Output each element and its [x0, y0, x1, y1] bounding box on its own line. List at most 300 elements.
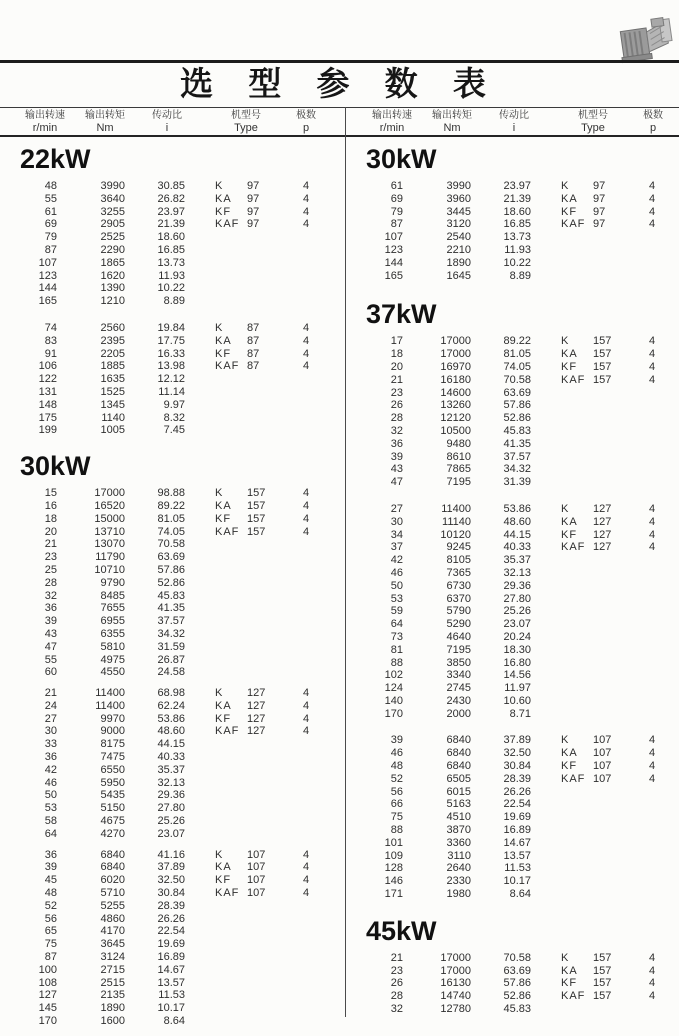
- torque-cell: 6840: [100, 848, 125, 861]
- table-row: [0, 538, 345, 551]
- type-size-cell: 157: [247, 499, 266, 512]
- type-size-cell: [593, 463, 621, 476]
- poles-cell: 4: [649, 360, 656, 373]
- torque-cell: 5255: [100, 899, 125, 912]
- ratio-cell: 32.50: [503, 747, 531, 760]
- poles-cell: [621, 875, 666, 888]
- torque-cell: 7655: [100, 602, 125, 615]
- spacer-cell: [531, 786, 561, 799]
- type-name-cell: [561, 270, 593, 283]
- table-row: [346, 747, 679, 760]
- torque-cell: 5163: [446, 798, 471, 811]
- spacer-cell: [185, 964, 215, 977]
- table-row: [346, 218, 679, 231]
- table-row: [346, 348, 679, 361]
- spacer-cell: [531, 593, 561, 606]
- speed-cell: 73: [390, 630, 403, 643]
- type-name-cell: K: [215, 848, 224, 861]
- type-name-cell: [561, 580, 593, 593]
- header-poles: 极数 p: [296, 110, 316, 134]
- torque-cell: 3990: [100, 180, 125, 192]
- ratio-cell: 28.39: [503, 772, 531, 785]
- poles-cell: [621, 425, 666, 438]
- type-size-cell: [247, 951, 275, 964]
- poles-cell: [621, 786, 666, 799]
- speed-cell: 28: [44, 576, 57, 589]
- speed-cell: 48: [44, 887, 57, 900]
- spacer-cell: [531, 811, 561, 824]
- ratio-block: [0, 487, 345, 679]
- table-row: [346, 516, 679, 529]
- table-row: [0, 815, 345, 828]
- torque-cell: 6840: [100, 861, 125, 874]
- poles-cell: [621, 593, 666, 606]
- type-name-cell: K: [561, 502, 570, 515]
- type-name-cell: K: [561, 180, 570, 192]
- type-name-cell: [215, 231, 247, 244]
- poles-cell: [621, 387, 666, 400]
- type-size-cell: [593, 618, 621, 631]
- type-name-cell: [215, 977, 247, 990]
- torque-cell: 16520: [94, 499, 125, 512]
- poles-cell: 4: [303, 874, 310, 887]
- torque-cell: 3850: [446, 656, 471, 669]
- spacer-cell: [185, 874, 215, 887]
- table-row: [346, 567, 679, 580]
- table-row: [0, 951, 345, 964]
- torque-cell: 14600: [440, 386, 471, 399]
- type-name-cell: [215, 815, 247, 828]
- type-size-cell: [247, 424, 275, 437]
- table-row: [0, 977, 345, 990]
- type-name-cell: [215, 900, 247, 913]
- ratio-cell: 10.17: [157, 1002, 185, 1015]
- speed-cell: 50: [44, 789, 57, 802]
- table-row: [346, 618, 679, 631]
- table-row: [0, 526, 345, 539]
- ratio-cell: 8.89: [509, 269, 531, 282]
- spacer-cell: [185, 386, 215, 399]
- poles-cell: [621, 463, 666, 476]
- table-row: [346, 476, 679, 489]
- spacer-cell: [531, 875, 561, 888]
- header-output-speed: 输出转速 r/min: [25, 110, 65, 134]
- type-name-cell: KA: [215, 192, 232, 205]
- table-row: [0, 802, 345, 815]
- spacer-cell: [531, 399, 561, 412]
- spacer-cell: [185, 849, 215, 862]
- spacer-cell: [185, 641, 215, 654]
- ratio-cell: 11.53: [504, 862, 531, 875]
- torque-cell: 11400: [441, 502, 471, 515]
- torque-cell: 1890: [446, 256, 471, 269]
- torque-cell: 2515: [100, 976, 125, 989]
- ratio-cell: 48.60: [503, 515, 531, 528]
- type-size-cell: 107: [593, 760, 612, 773]
- table-row: [346, 824, 679, 837]
- table-row: [346, 412, 679, 425]
- ratio-cell: 16.85: [503, 218, 531, 231]
- table-row: [0, 231, 345, 244]
- table-row: [0, 913, 345, 926]
- torque-cell: 11400: [95, 687, 125, 700]
- spacer-cell: [531, 451, 561, 464]
- type-size-cell: [247, 1002, 275, 1015]
- power-section: [346, 916, 679, 1016]
- table-row: [346, 786, 679, 799]
- speed-cell: 30: [44, 725, 57, 738]
- spacer-cell: [185, 654, 215, 667]
- spacer-cell: [531, 850, 561, 863]
- torque-cell: 1620: [100, 269, 125, 282]
- poles-cell: 4: [649, 964, 656, 977]
- type-size-cell: [593, 605, 621, 618]
- type-name-cell: KF: [215, 205, 232, 218]
- speed-cell: 81: [390, 643, 403, 656]
- speed-cell: 23: [390, 964, 403, 977]
- torque-cell: 1865: [100, 256, 125, 269]
- speed-cell: 26: [390, 399, 403, 412]
- spacer-cell: [185, 218, 215, 231]
- type-size-cell: 97: [247, 180, 260, 192]
- section-power-label: 30kW: [20, 451, 91, 482]
- table-row: [346, 605, 679, 618]
- type-size-cell: 97: [593, 218, 606, 231]
- table-row: [0, 270, 345, 283]
- spacer-cell: [531, 977, 561, 990]
- poles-cell: [275, 751, 320, 764]
- section-power-label: 37kW: [366, 299, 437, 330]
- ratio-cell: 62.24: [157, 699, 185, 712]
- torque-cell: 2540: [446, 231, 471, 244]
- type-name-cell: [561, 618, 593, 631]
- torque-cell: 7865: [446, 463, 471, 476]
- type-size-cell: [593, 412, 621, 425]
- type-size-cell: [247, 964, 275, 977]
- type-name-cell: [561, 387, 593, 400]
- speed-cell: 53: [390, 592, 403, 605]
- table-row: [0, 295, 345, 308]
- type-name-cell: [215, 270, 247, 283]
- table-row: [346, 257, 679, 270]
- type-size-cell: [593, 438, 621, 451]
- spacer-cell: [185, 231, 215, 244]
- speed-cell: 87: [44, 951, 57, 964]
- ratio-cell: 52.86: [157, 576, 185, 589]
- table-row: [0, 641, 345, 654]
- ratio-cell: 23.07: [157, 827, 185, 840]
- ratio-cell: 11.93: [158, 269, 185, 282]
- type-name-cell: [215, 989, 247, 1002]
- table-row: [346, 760, 679, 773]
- torque-cell: 5950: [100, 776, 125, 789]
- torque-cell: 10120: [440, 528, 471, 541]
- speed-cell: 42: [390, 554, 403, 567]
- type-name-cell: [561, 837, 593, 850]
- type-size-cell: 97: [247, 218, 260, 231]
- spacer-cell: [531, 682, 561, 695]
- speed-cell: 127: [38, 989, 57, 1002]
- table-row: [346, 669, 679, 682]
- spacer-cell: [531, 734, 561, 747]
- poles-cell: [275, 628, 320, 641]
- speed-cell: 79: [390, 205, 403, 218]
- spacer-cell: [531, 773, 561, 786]
- torque-cell: 3870: [446, 824, 471, 837]
- table-row: [346, 708, 679, 721]
- poles-cell: [621, 618, 666, 631]
- ratio-cell: 63.69: [157, 551, 185, 564]
- spacer-cell: [185, 193, 215, 206]
- type-name-cell: KAF: [561, 772, 586, 785]
- ratio-block: [346, 952, 679, 1016]
- spacer-cell: [531, 1003, 561, 1016]
- table-row: [346, 1003, 679, 1016]
- spacer-cell: [185, 764, 215, 777]
- table-row: [346, 952, 679, 965]
- spacer-cell: [531, 231, 561, 244]
- spacer-cell: [185, 590, 215, 603]
- speed-cell: 39: [44, 861, 57, 874]
- torque-cell: 5435: [100, 789, 125, 802]
- type-name-cell: [215, 789, 247, 802]
- table-row: [0, 602, 345, 615]
- speed-cell: 88: [390, 656, 403, 669]
- ratio-cell: 44.15: [157, 738, 185, 751]
- type-name-cell: [215, 764, 247, 777]
- poles-cell: [621, 1003, 666, 1016]
- poles-cell: 4: [303, 861, 310, 874]
- spacer-cell: [531, 244, 561, 257]
- ratio-cell: 48.60: [157, 725, 185, 738]
- table-row: [0, 193, 345, 206]
- type-name-cell: [561, 567, 593, 580]
- table-row: [0, 218, 345, 231]
- speed-cell: 27: [390, 502, 403, 515]
- torque-cell: 3120: [446, 218, 471, 231]
- type-name-cell: KAF: [215, 525, 240, 538]
- ratio-cell: 52.86: [503, 990, 531, 1003]
- table-row: [346, 875, 679, 888]
- table-row: [0, 925, 345, 938]
- ratio-cell: 30.84: [503, 760, 531, 773]
- speed-cell: 15: [44, 487, 57, 500]
- torque-cell: 7365: [446, 566, 471, 579]
- spacer-cell: [185, 725, 215, 738]
- table-row: [346, 438, 679, 451]
- type-size-cell: 157: [593, 977, 612, 990]
- speed-cell: 88: [390, 824, 403, 837]
- type-name-cell: KAF: [561, 541, 586, 554]
- poles-cell: [275, 641, 320, 654]
- type-size-cell: [247, 615, 275, 628]
- poles-cell: [621, 270, 666, 283]
- poles-cell: 4: [649, 760, 656, 773]
- ratio-cell: 13.57: [157, 976, 185, 989]
- table-row: [0, 500, 345, 513]
- ratio-cell: 26.26: [503, 785, 531, 798]
- title-underline: [0, 107, 679, 108]
- torque-cell: 7195: [446, 476, 471, 489]
- type-name-cell: [215, 738, 247, 751]
- spacer-cell: [185, 424, 215, 437]
- table-row: [346, 270, 679, 283]
- speed-cell: 34: [390, 528, 403, 541]
- table-row: [0, 180, 345, 193]
- type-size-cell: [593, 476, 621, 489]
- speed-cell: 18: [44, 512, 57, 525]
- ratio-cell: 12.12: [157, 373, 185, 386]
- type-size-cell: [593, 567, 621, 580]
- torque-cell: 1210: [100, 295, 125, 308]
- table-row: [0, 900, 345, 913]
- ratio-cell: 27.80: [503, 592, 531, 605]
- table-row: [0, 789, 345, 802]
- poles-cell: [621, 451, 666, 464]
- torque-cell: 9970: [100, 712, 125, 725]
- type-size-cell: [247, 764, 275, 777]
- type-name-cell: [561, 463, 593, 476]
- type-size-cell: 87: [247, 321, 260, 334]
- poles-cell: [621, 669, 666, 682]
- table-row: [346, 580, 679, 593]
- torque-cell: 6840: [446, 760, 471, 773]
- section-power-label: 22kW: [20, 144, 91, 174]
- table-row: [346, 811, 679, 824]
- ratio-cell: 25.26: [157, 815, 185, 828]
- spacer-cell: [185, 828, 215, 841]
- spacer-cell: [185, 700, 215, 713]
- poles-cell: [621, 631, 666, 644]
- table-row: [346, 837, 679, 850]
- ratio-cell: 74.05: [503, 360, 531, 373]
- power-section: [0, 451, 345, 1028]
- ratio-cell: 17.75: [157, 334, 185, 347]
- speed-cell: 148: [38, 398, 57, 411]
- spacer-cell: [531, 206, 561, 219]
- ratio-cell: 16.89: [503, 824, 531, 837]
- type-name-cell: KF: [561, 360, 578, 373]
- speed-cell: 47: [390, 476, 403, 489]
- poles-cell: [621, 798, 666, 811]
- type-name-cell: [561, 605, 593, 618]
- spacer-cell: [531, 529, 561, 542]
- table-row: [346, 773, 679, 786]
- type-name-cell: [561, 824, 593, 837]
- spacer-cell: [185, 687, 215, 700]
- spacer-cell: [531, 257, 561, 270]
- speed-cell: 21: [44, 687, 57, 700]
- poles-cell: 4: [649, 192, 656, 205]
- table-row: [0, 1002, 345, 1015]
- type-size-cell: 157: [247, 487, 266, 500]
- ratio-cell: 30.84: [157, 887, 185, 900]
- speed-cell: 46: [390, 747, 403, 760]
- ratio-block: [346, 734, 679, 900]
- torque-cell: 6730: [446, 579, 471, 592]
- ratio-cell: 10.22: [503, 256, 531, 269]
- type-size-cell: [593, 708, 621, 721]
- speed-cell: 59: [390, 605, 403, 618]
- type-size-cell: 157: [247, 525, 266, 538]
- type-size-cell: 157: [593, 373, 612, 386]
- ratio-cell: 8.89: [163, 295, 185, 308]
- type-size-cell: [593, 257, 621, 270]
- ratio-cell: 70.58: [157, 538, 185, 551]
- type-name-cell: [561, 438, 593, 451]
- poles-cell: 4: [649, 205, 656, 218]
- ratio-cell: 37.57: [503, 450, 531, 463]
- ratio-cell: 23.97: [503, 180, 531, 192]
- torque-cell: 16970: [440, 360, 471, 373]
- ratio-cell: 21.39: [503, 192, 531, 205]
- torque-cell: 2330: [446, 875, 471, 888]
- torque-cell: 1600: [100, 1015, 125, 1028]
- type-name-cell: KF: [215, 512, 232, 525]
- ratio-cell: 14.67: [503, 836, 531, 849]
- ratio-cell: 11.93: [504, 243, 531, 256]
- spacer-cell: [531, 798, 561, 811]
- speed-cell: 45: [44, 874, 57, 887]
- poles-cell: 4: [649, 502, 656, 515]
- torque-cell: 17000: [440, 348, 471, 361]
- table-row: [0, 577, 345, 590]
- poles-cell: [275, 282, 320, 295]
- type-size-cell: 107: [247, 861, 266, 874]
- torque-cell: 4640: [446, 630, 471, 643]
- type-size-cell: [247, 538, 275, 551]
- poles-cell: 4: [303, 699, 310, 712]
- ratio-cell: 68.98: [157, 687, 185, 700]
- torque-cell: 1390: [100, 282, 125, 295]
- poles-cell: [621, 708, 666, 721]
- spacer-cell: [185, 295, 215, 308]
- ratio-cell: 63.69: [503, 964, 531, 977]
- speed-cell: 39: [390, 734, 403, 747]
- type-name-cell: [215, 964, 247, 977]
- poles-cell: 4: [649, 747, 656, 760]
- table-row: [346, 850, 679, 863]
- poles-cell: [275, 925, 320, 938]
- torque-cell: 13710: [94, 525, 125, 538]
- torque-cell: 4860: [100, 912, 125, 925]
- table-row: [346, 644, 679, 657]
- torque-cell: 13070: [94, 538, 125, 551]
- spacer-cell: [531, 824, 561, 837]
- speed-cell: 55: [44, 192, 57, 205]
- table-row: [0, 964, 345, 977]
- type-name-cell: [561, 644, 593, 657]
- spacer-cell: [185, 925, 215, 938]
- table-row: [346, 451, 679, 464]
- ratio-cell: 8.64: [163, 1015, 185, 1028]
- poles-cell: [275, 1002, 320, 1015]
- ratio-cell: 11.53: [158, 989, 185, 1002]
- table-row: [346, 554, 679, 567]
- speed-cell: 52: [390, 772, 403, 785]
- type-size-cell: [593, 631, 621, 644]
- poles-cell: [275, 738, 320, 751]
- spacer-cell: [531, 348, 561, 361]
- type-name-cell: [215, 373, 247, 386]
- speed-cell: 46: [390, 566, 403, 579]
- torque-cell: 2000: [446, 707, 471, 720]
- type-name-cell: [215, 386, 247, 399]
- poles-cell: 4: [303, 205, 310, 218]
- spacer-cell: [185, 989, 215, 1002]
- type-size-cell: [593, 580, 621, 593]
- table-row: [0, 777, 345, 790]
